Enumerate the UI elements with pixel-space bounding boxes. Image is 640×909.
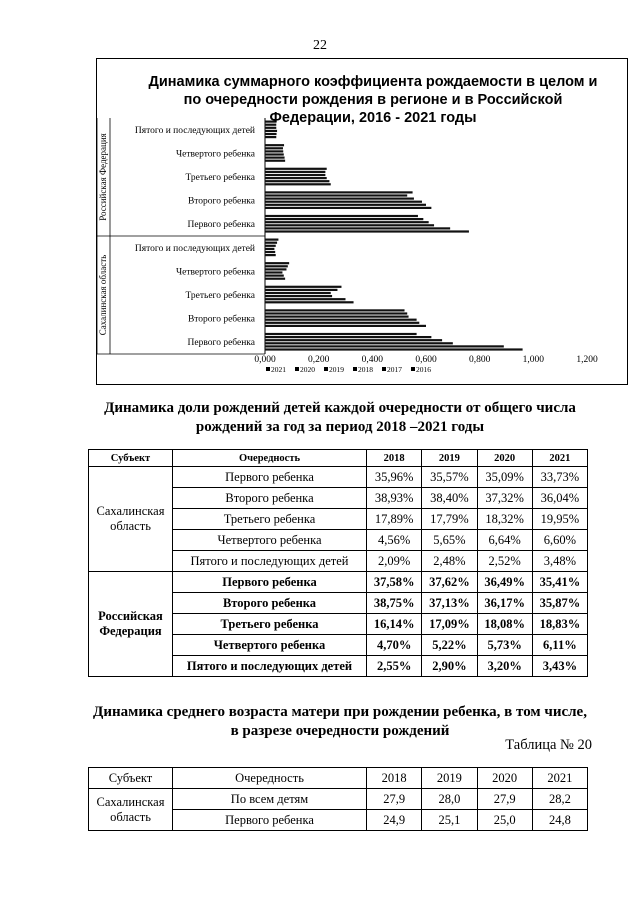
- value-cell: 2,09%: [367, 551, 422, 572]
- region-name: Сахалинская: [96, 504, 165, 518]
- category-label: Второго ребенка: [187, 196, 255, 207]
- header-year: 2021: [532, 450, 587, 467]
- value-cell: 2,48%: [422, 551, 477, 572]
- bar: [265, 271, 282, 273]
- order-cell: Пятого и последующих детей: [173, 551, 367, 572]
- value-cell: 35,09%: [477, 467, 532, 488]
- bar: [265, 168, 327, 170]
- bar: [265, 342, 453, 344]
- bar: [265, 239, 278, 241]
- group-label: Сахалинская область: [98, 254, 108, 336]
- legend-swatch: [353, 367, 357, 371]
- value-cell: 27,9: [477, 789, 532, 810]
- bar: [265, 298, 346, 300]
- bar: [265, 198, 414, 200]
- bar: [265, 242, 277, 244]
- value-cell: 2,90%: [422, 656, 477, 677]
- region-name: область: [110, 809, 151, 824]
- order-cell: Четвертого ребенка: [173, 530, 367, 551]
- bar: [265, 230, 469, 232]
- value-cell: 35,96%: [367, 467, 422, 488]
- bar: [265, 254, 276, 256]
- page-number: 22: [313, 38, 327, 53]
- header-year: 2018: [367, 768, 422, 789]
- region-cell: [89, 572, 173, 677]
- value-cell: 38,75%: [367, 593, 422, 614]
- bar: [265, 130, 277, 132]
- value-cell: 3,48%: [532, 551, 587, 572]
- birth-rate-chart: [0, 0, 640, 400]
- value-cell: 6,60%: [532, 530, 587, 551]
- bar: [265, 127, 276, 129]
- legend-label: 2019: [329, 365, 344, 374]
- bar: [265, 312, 407, 314]
- value-cell: 6,11%: [532, 635, 587, 656]
- table-header-row: [89, 768, 588, 789]
- bar: [265, 215, 418, 217]
- value-cell: 18,32%: [477, 509, 532, 530]
- table1-title: [40, 399, 640, 437]
- order-cell: По всем детям: [173, 789, 367, 810]
- chart-title-line1: Динамика суммарного коэффициента рождаемости в целом и: [148, 74, 598, 90]
- order-cell: Второго ребенка: [173, 488, 367, 509]
- bar: [265, 251, 275, 253]
- bar: [265, 201, 422, 203]
- order-cell: Четвертого ребенка: [173, 635, 367, 656]
- value-cell: 3,20%: [477, 656, 532, 677]
- legend-swatch: [295, 367, 299, 371]
- bar: [265, 144, 284, 146]
- value-cell: 36,17%: [477, 593, 532, 614]
- table2-title: [40, 703, 640, 741]
- legend-label: 2017: [387, 365, 402, 374]
- chart-title: [128, 73, 618, 127]
- bar: [265, 183, 331, 185]
- order-cell: Третьего ребенка: [173, 509, 367, 530]
- category-label: Третьего ребенка: [185, 173, 255, 183]
- table-row: [89, 572, 588, 593]
- order-cell: Пятого и последующих детей: [173, 656, 367, 677]
- header-subject: Субъект: [89, 450, 173, 467]
- value-cell: 5,73%: [477, 635, 532, 656]
- table-header-row: [89, 450, 588, 467]
- bar: [265, 177, 327, 179]
- category-label: Пятого и последующих детей: [134, 125, 255, 136]
- value-cell: 38,93%: [367, 488, 422, 509]
- bar: [265, 153, 284, 155]
- header-subject: Субъект: [89, 768, 173, 789]
- value-cell: 36,04%: [532, 488, 587, 509]
- bar: [265, 191, 413, 193]
- legend-label: 2018: [358, 365, 373, 374]
- bar: [265, 218, 423, 220]
- x-tick-label: 0,600: [415, 355, 437, 365]
- bar: [265, 157, 285, 159]
- table2-title-line1: Динамика среднего возраста матери при рождении ребенка, в том числе,: [93, 704, 587, 720]
- value-cell: 35,41%: [532, 572, 587, 593]
- bar: [265, 147, 283, 149]
- bar: [265, 325, 426, 327]
- value-cell: 4,70%: [367, 635, 422, 656]
- bar: [265, 292, 331, 294]
- legend-swatch: [411, 367, 415, 371]
- value-cell: 38,40%: [422, 488, 477, 509]
- value-cell: 24,8: [532, 810, 587, 831]
- order-cell: Второго ребенка: [173, 593, 367, 614]
- bar: [265, 194, 407, 196]
- category-label: Пятого и последующих детей: [134, 243, 255, 254]
- bar: [265, 348, 523, 350]
- bar: [265, 322, 419, 324]
- header-order: Очередность: [173, 768, 367, 789]
- value-cell: 5,22%: [422, 635, 477, 656]
- bar: [265, 224, 434, 226]
- legend-label: 2020: [300, 365, 315, 374]
- value-cell: 17,89%: [367, 509, 422, 530]
- legend-label: 2021: [271, 365, 286, 374]
- value-cell: 16,14%: [367, 614, 422, 635]
- group-label: Российская Федерация: [98, 133, 108, 221]
- table2-title-line2: в разрезе очередности рождений: [230, 723, 450, 739]
- order-cell: Первого ребенка: [173, 467, 367, 488]
- value-cell: 37,62%: [422, 572, 477, 593]
- value-cell: 28,0: [422, 789, 477, 810]
- order-cell: Первого ребенка: [173, 572, 367, 593]
- bar: [265, 171, 325, 173]
- region-name: Федерация: [99, 624, 162, 638]
- category-label: Четвертого ребенка: [175, 149, 255, 160]
- bar: [265, 207, 431, 209]
- bar: [265, 136, 276, 138]
- value-cell: 33,73%: [532, 467, 587, 488]
- value-cell: 5,65%: [422, 530, 477, 551]
- region-name: Российская: [98, 609, 163, 623]
- table1-title-line2: рождений за год за период 2018 –2021 годы: [195, 419, 485, 435]
- region-name: область: [110, 519, 151, 533]
- value-cell: 17,09%: [422, 614, 477, 635]
- value-cell: 37,32%: [477, 488, 532, 509]
- value-cell: 6,64%: [477, 530, 532, 551]
- mother-age-table: [88, 767, 588, 831]
- bar: [265, 221, 429, 223]
- value-cell: 3,43%: [532, 656, 587, 677]
- value-cell: 36,49%: [477, 572, 532, 593]
- bar: [265, 160, 285, 162]
- bar: [265, 316, 409, 318]
- bar: [265, 174, 325, 176]
- bar: [265, 309, 405, 311]
- bar: [265, 336, 431, 338]
- x-tick-label: 0,800: [468, 355, 491, 365]
- bar: [265, 278, 285, 280]
- value-cell: 35,87%: [532, 593, 587, 614]
- legend-swatch: [382, 367, 386, 371]
- bar: [265, 301, 354, 303]
- region-name: Сахалинская: [96, 794, 165, 809]
- x-tick-label: 0,000: [254, 355, 276, 365]
- birth-share-table: [88, 449, 588, 677]
- bar: [265, 333, 417, 335]
- bar: [265, 319, 417, 321]
- category-label: Четвертого ребенка: [175, 267, 255, 278]
- value-cell: 18,83%: [532, 614, 587, 635]
- header-year: 2020: [477, 450, 532, 467]
- bar: [265, 268, 286, 270]
- region-cell: [89, 467, 173, 572]
- value-cell: 4,56%: [367, 530, 422, 551]
- bar: [265, 289, 337, 291]
- region-cell: [89, 789, 173, 831]
- legend-swatch: [324, 367, 328, 371]
- legend-swatch: [266, 367, 270, 371]
- value-cell: 25,1: [422, 810, 477, 831]
- value-cell: 2,55%: [367, 656, 422, 677]
- value-cell: 18,08%: [477, 614, 532, 635]
- value-cell: 24,9: [367, 810, 422, 831]
- header-year: 2019: [422, 768, 477, 789]
- x-tick-label: 0,200: [307, 355, 330, 365]
- value-cell: 28,2: [532, 789, 587, 810]
- value-cell: 27,9: [367, 789, 422, 810]
- table-row: [89, 467, 588, 488]
- category-label: Третьего ребенка: [185, 291, 255, 301]
- bar: [265, 133, 277, 135]
- x-tick-label: 1,200: [576, 355, 598, 365]
- bar: [265, 275, 284, 277]
- order-cell: Первого ребенка: [173, 810, 367, 831]
- value-cell: 37,58%: [367, 572, 422, 593]
- header-year: 2021: [532, 768, 587, 789]
- x-tick-label: 0,400: [361, 355, 384, 365]
- value-cell: 19,95%: [532, 509, 587, 530]
- header-order: Очередность: [173, 450, 367, 467]
- bar: [265, 295, 332, 297]
- value-cell: 35,57%: [422, 467, 477, 488]
- bar: [265, 345, 504, 347]
- value-cell: 2,52%: [477, 551, 532, 572]
- bar: [265, 265, 288, 267]
- category-label: Первого ребенка: [187, 338, 255, 349]
- table-row: [89, 789, 588, 810]
- bar: [265, 204, 426, 206]
- chart-title-line3: Федерации, 2016 - 2021 годы: [269, 110, 477, 126]
- legend-label: 2016: [416, 365, 431, 374]
- table-number-label: Таблица № 20: [505, 737, 592, 753]
- header-year: 2018: [367, 450, 422, 467]
- category-label: Второго ребенка: [187, 314, 255, 325]
- x-tick-label: 1,000: [522, 355, 545, 365]
- value-cell: 17,79%: [422, 509, 477, 530]
- chart-title-line2: по очередности рождения в регионе и в Российской: [183, 92, 563, 108]
- bar: [265, 248, 274, 250]
- order-cell: Третьего ребенка: [173, 614, 367, 635]
- value-cell: 25,0: [477, 810, 532, 831]
- bar: [265, 245, 276, 247]
- table1-title-line1: Динамика доли рождений детей каждой очередности от общего числа: [104, 400, 576, 416]
- bar: [265, 150, 283, 152]
- value-cell: 37,13%: [422, 593, 477, 614]
- header-year: 2020: [477, 768, 532, 789]
- category-label: Первого ребенка: [187, 220, 255, 231]
- bar: [265, 180, 329, 182]
- header-year: 2019: [422, 450, 477, 467]
- bar: [265, 262, 289, 264]
- bar: [265, 286, 341, 288]
- bar: [265, 339, 442, 341]
- bar: [265, 227, 450, 229]
